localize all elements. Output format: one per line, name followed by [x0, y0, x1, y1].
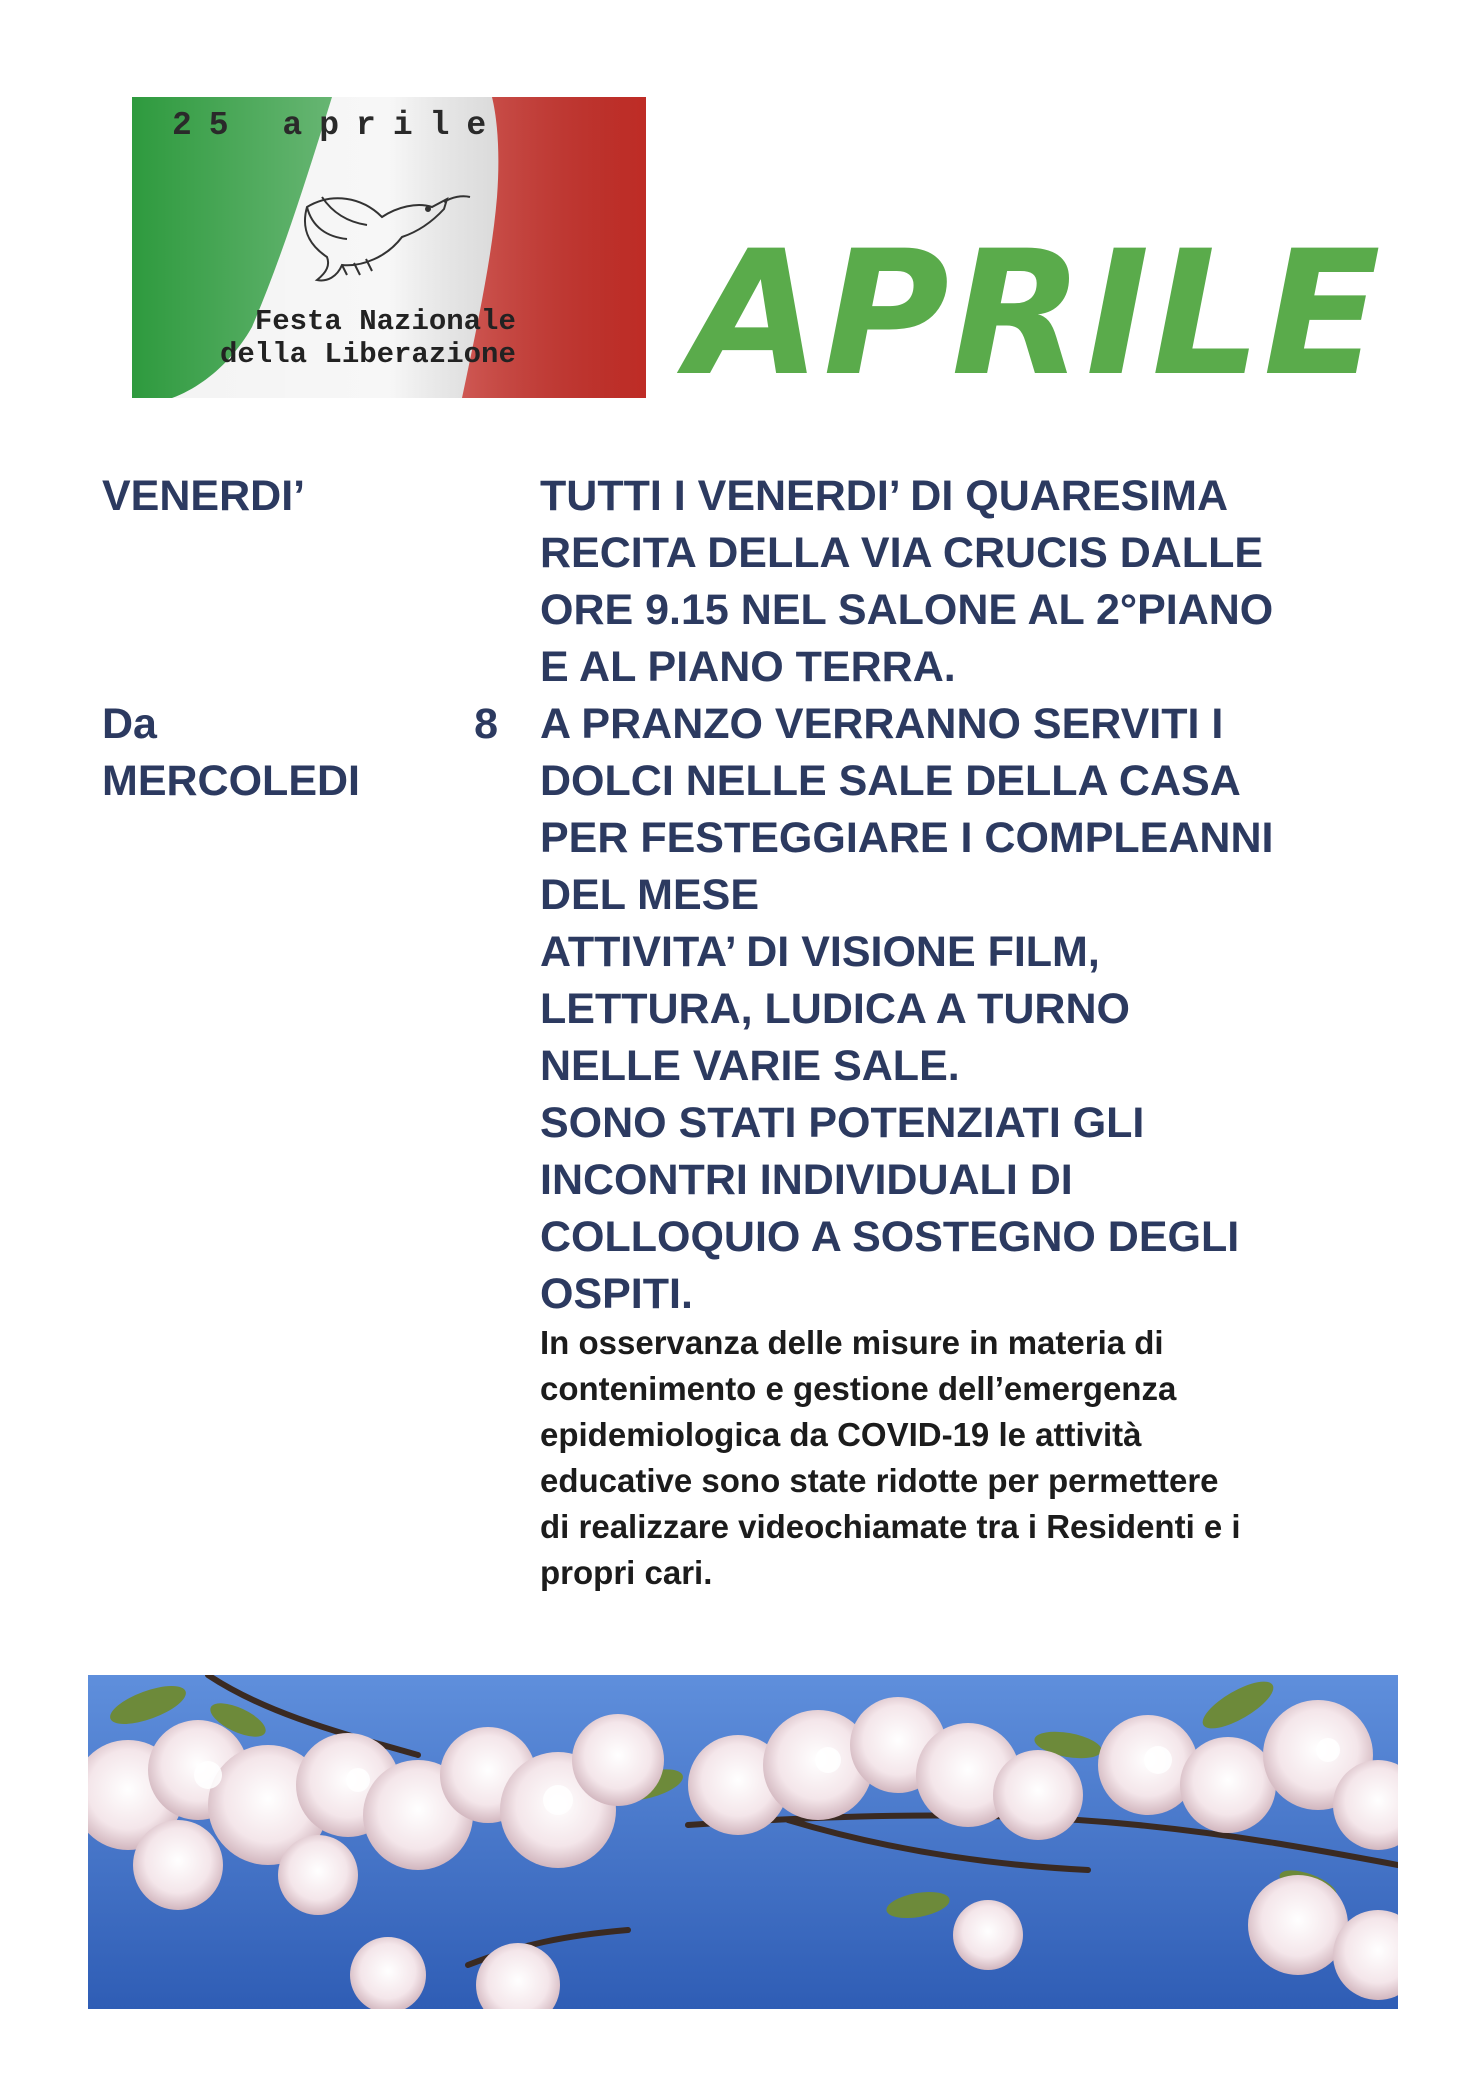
entry-line: NELLE VARIE SALE. — [540, 1042, 960, 1090]
entry-description-wednesday — [540, 696, 1420, 1323]
entry-line: LETTURA, LUDICA A TURNO — [540, 985, 1130, 1033]
banner-date-text: 25 aprile — [172, 107, 504, 144]
entry-line: PER FESTEGGIARE I COMPLEANNI — [540, 814, 1274, 862]
banner-caption-line-2: della Liberazione — [220, 338, 516, 371]
entry-line: E AL PIANO TERRA. — [540, 643, 956, 691]
entry-line: ATTIVITA’ DI VISIONE FILM, — [540, 928, 1100, 976]
note-line: propri cari. — [540, 1554, 713, 1591]
note-line: epidemiologica da COVID-19 le attività — [540, 1416, 1142, 1453]
entry-day-number: 8 — [474, 700, 498, 748]
entry-day-friday: VENERDI’ — [102, 472, 306, 520]
entry-line: ORE 9.15 NEL SALONE AL 2°PIANO — [540, 586, 1274, 634]
entry-line: INCONTRI INDIVIDUALI DI — [540, 1156, 1073, 1204]
entry-line: RECITA DELLA VIA CRUCIS DALLE — [540, 529, 1264, 577]
banner-caption-line-1: Festa Nazionale — [254, 305, 516, 338]
banner-caption — [220, 305, 516, 371]
entry-line: TUTTI I VENERDI’ DI QUARESIMA — [540, 472, 1229, 520]
covid-note — [540, 1320, 1420, 1596]
entry-day-prefix: Da — [102, 700, 157, 748]
entry-line: SONO STATI POTENZIATI GLI — [540, 1099, 1145, 1147]
blossom-image — [88, 1675, 1398, 2009]
liberation-day-banner — [132, 97, 646, 398]
note-line: di realizzare videochiamate tra i Residenti e i — [540, 1508, 1241, 1545]
entry-line: DEL MESE — [540, 871, 760, 919]
entry-line: OSPITI. — [540, 1270, 693, 1318]
entry-description-friday — [540, 468, 1420, 696]
entry-line: DOLCI NELLE SALE DELLA CASA — [540, 757, 1241, 805]
month-title: APRILE — [688, 213, 1383, 414]
note-line: educative sono state ridotte per permettere — [540, 1462, 1219, 1499]
cherry-blossom-photo — [88, 1675, 1398, 2009]
entry-line: A PRANZO VERRANNO SERVITI I — [540, 700, 1224, 748]
entry-day-wednesday — [102, 696, 502, 810]
entry-line: COLLOQUIO A SOSTEGNO DEGLI — [540, 1213, 1240, 1261]
note-line: contenimento e gestione dell’emergenza — [540, 1370, 1177, 1407]
entry-day-name: MERCOLEDI — [102, 757, 360, 805]
note-line: In osservanza delle misure in materia di — [540, 1324, 1164, 1361]
